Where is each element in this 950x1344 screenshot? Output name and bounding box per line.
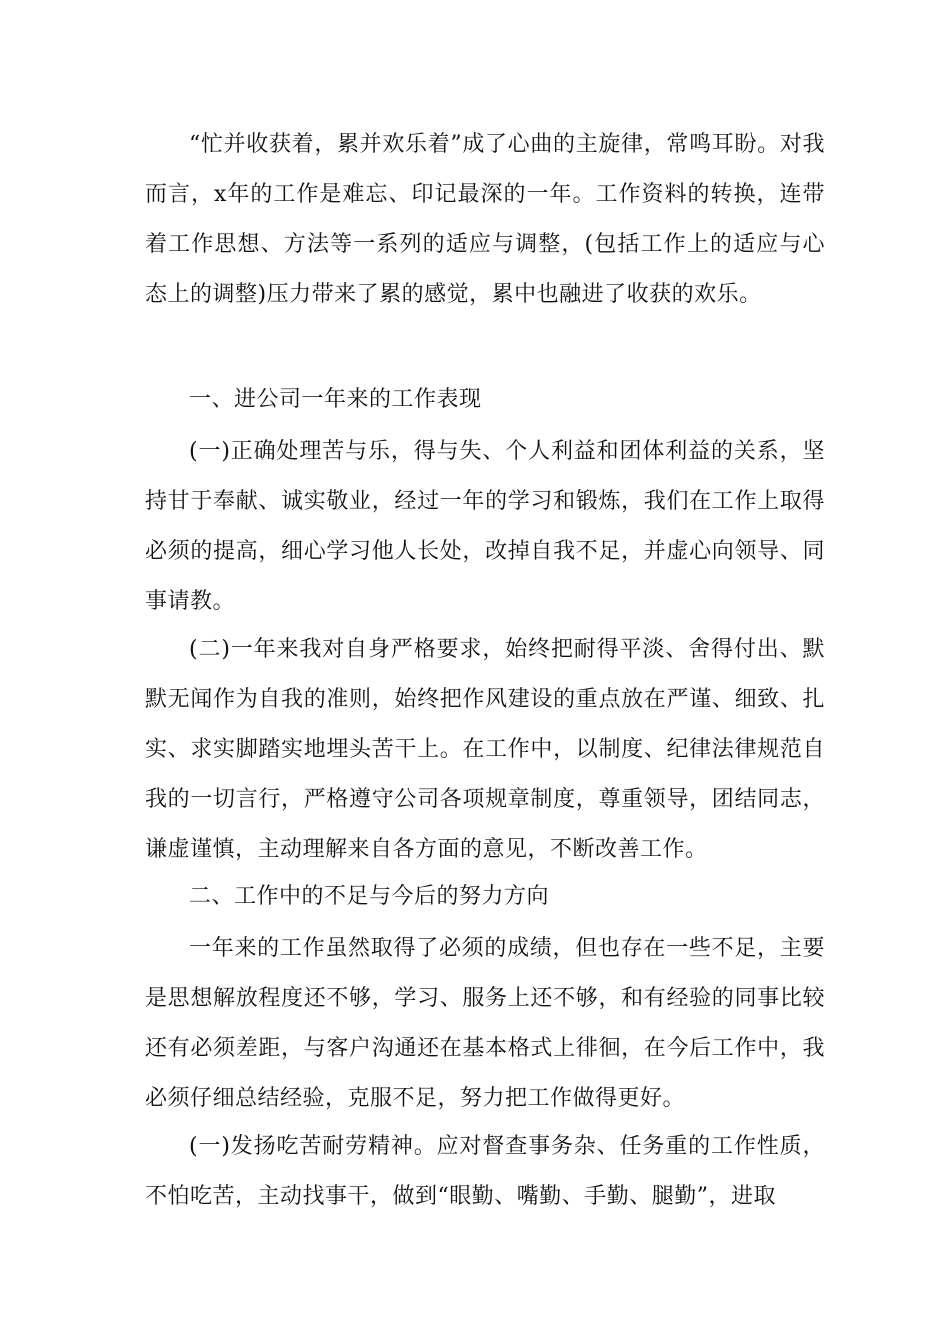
intro-paragraph: “忙并收获着，累并欢乐着”成了心曲的主旋律，常鸣耳盼。对我而言，x年的工作是难忘、印记最深的一年。工作资料的转换，连带着工作思想、方法等一系列的适应与调整，(包括工作上的适应与心态上的调整)压力带来了累的感觉，累中也融进了收获的欢乐。 <box>145 132 825 307</box>
section-heading-1: 一、进公司一年来的工作表现 <box>189 387 482 412</box>
section-heading-2: 二、工作中的不足与今后的努力方向 <box>189 884 550 909</box>
section-1-item-1-paragraph: (一)正确处理苦与乐，得与失、个人利益和团体利益的关系，坚持甘于奉献、诚实敬业，经过一年的学习和锻炼，我们在工作上取得必须的提高，细心学习他人长处，改掉自我不足，并虚心向领导、同事请教。 <box>145 439 825 614</box>
section-2-item-1-paragraph: (一)发扬吃苦耐劳精神。应对督查事务杂、任务重的工作性质，不怕吃苦，主动找事干，做到“眼勤、嘴勤、手勤、腿勤”，进取 <box>145 1134 825 1209</box>
section-1-item-2-paragraph: (二)一年来我对自身严格要求，始终把耐得平淡、舍得付出、默默无闻作为自我的准则，始终把作风建设的重点放在严谨、细致、扎实、求实脚踏实地埋头苦干上。在工作中，以制度、纪律法律规范自我的一切言行，严格遵守公司各项规章制度，尊重领导，团结同志，谦虚谨慎，主动理解来自各方面的意见，不断改善工作。 <box>145 637 825 862</box>
section-2-summary-paragraph: 一年来的工作虽然取得了必须的成绩，但也存在一些不足，主要是思想解放程度还不够，学习、服务上还不够，和有经验的同事比较还有必须差距，与客户沟通还在基本格式上徘徊，在今后工作中，我必须仔细总结经验，克服不足，努力把工作做得更好。 <box>145 936 825 1111</box>
